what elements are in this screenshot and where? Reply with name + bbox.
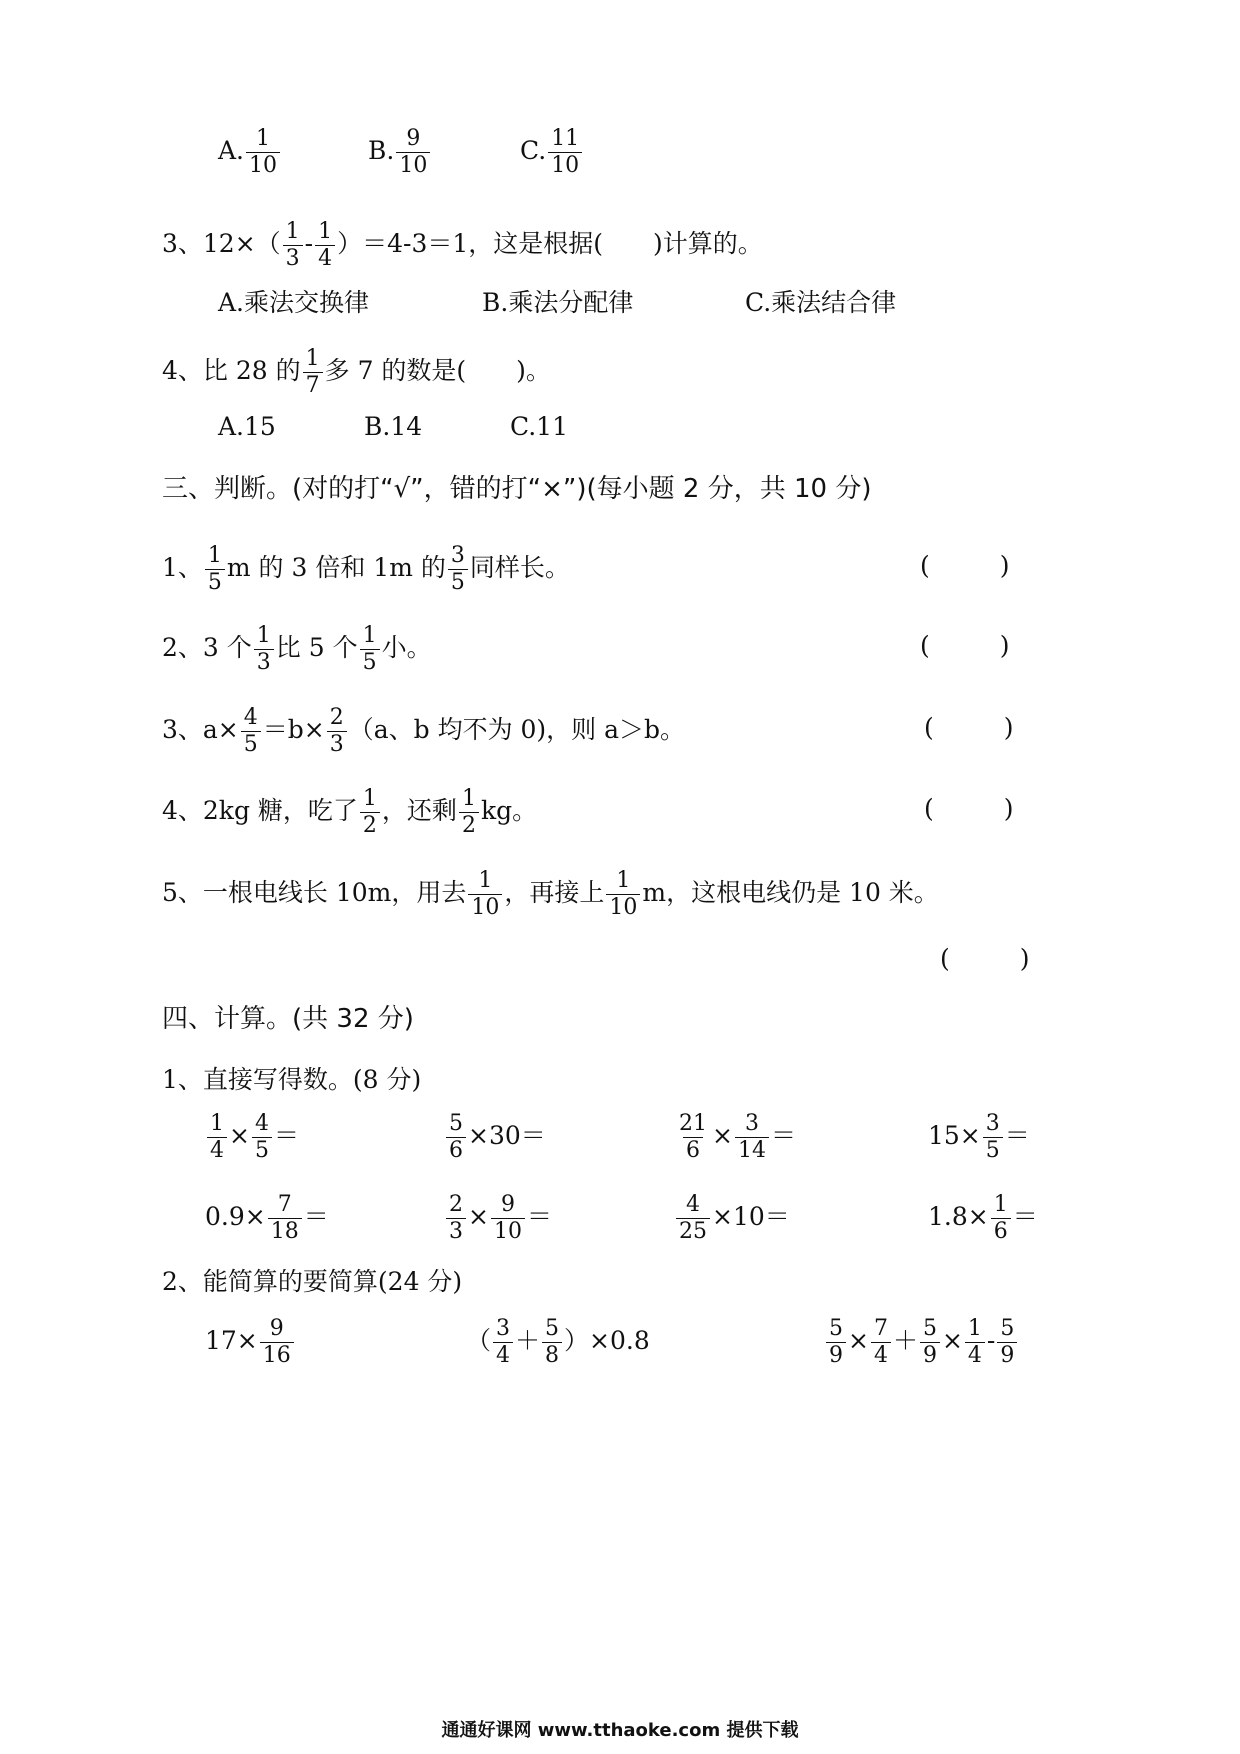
answer-paren-1: ( ) (920, 551, 1010, 580)
page-footer: 通通好课网 www.tthaoke.com 提供下载 (441, 1720, 799, 1741)
calc-r1c4: 15× $\frac{3}{5}$ ＝ (928, 1111, 1030, 1163)
q3-option-c: C.乘法结合律 (745, 288, 897, 317)
simplify-expr-2: （ $\frac{3}{4}$ ＋ $\frac{5}{8}$ ）×0.8 (466, 1316, 650, 1368)
calc-r2c2: $\frac{2}{3}$ × $\frac{9}{10}$ ＝ (444, 1194, 552, 1243)
calc-r1c2: $\frac{5}{6}$ ×30＝ (444, 1113, 546, 1162)
section-4-title: 四、计算。(共 32 分) (162, 1004, 414, 1034)
judge-item-4: 4、2kg 糖，吃了 $\frac{1}{2}$ ，还剩 $\frac{1}{2}$ kg。 (162, 786, 538, 838)
simplify-expr-3: $\frac{5}{9}$ × $\frac{7}{4}$ ＋ $\frac{5}{9}$ × $\frac{1}{4}$ - $\frac{5}{9}$ (824, 1318, 1019, 1367)
question-4: 4、比 28 的 $\frac{1}{7}$ 多 7 的数是( )。 (162, 346, 551, 398)
q2-option-b: B. $\frac{9}{10}$ (368, 128, 432, 177)
answer-paren-4: ( ) (924, 794, 1014, 823)
calc-r1c3: $\frac{21}{6}$ × $\frac{3}{14}$ ＝ (679, 1111, 796, 1163)
section-3-title: 三、判断。(对的打“√”，错的打“×”)(每小题 2 分，共 10 分) (162, 474, 872, 504)
calc-r2c4: 1.8× $\frac{1}{6}$ ＝ (928, 1192, 1038, 1244)
q2-option-a: A. $\frac{1}{10}$ (218, 128, 282, 177)
q4-option-b: B.14 (364, 412, 423, 441)
calc-r2c3: $\frac{4}{25}$ ×10＝ (674, 1194, 790, 1243)
answer-paren-2: ( ) (920, 631, 1010, 660)
q4-option-c: C.11 (510, 412, 568, 441)
simplify-expr-1: 17× $\frac{9}{16}$ (205, 1318, 296, 1367)
answer-paren-3: ( ) (924, 713, 1014, 742)
q3-option-b: B.乘法分配律 (482, 288, 634, 317)
q4-option-a: A.15 (218, 412, 276, 441)
sub-2-title: 2、能简算的要简算(24 分) (162, 1267, 463, 1296)
sub-1-title: 1、直接写得数。(8 分) (162, 1065, 422, 1094)
judge-item-2: 2、3 个 $\frac{1}{3}$ 比 5 个 $\frac{1}{5}$ 小。 (162, 623, 432, 675)
judge-item-5: 5、一根电线长 10m，用去 $\frac{1}{10}$ ，再接上 $\frac{1}{10}$ m，这根电线仍是 10 米。 (162, 868, 939, 920)
q3-option-a: A.乘法交换律 (218, 288, 370, 317)
question-3: 3、12×（ $\frac{1}{3}$ - $\frac{1}{4}$ ）＝4-3＝1，这是根据( )计算的。 (162, 219, 763, 271)
answer-paren-5: ( ) (940, 944, 1030, 973)
calc-r2c1: 0.9× $\frac{7}{18}$ ＝ (205, 1192, 329, 1244)
judge-item-1: 1、 $\frac{1}{5}$ m 的 3 倍和 1m 的 $\frac{3}{5}$ 同样长。 (162, 543, 570, 595)
judge-item-3: 3、a× $\frac{4}{5}$ ＝b× $\frac{2}{3}$ （a、b 均不为 0)，则 a＞b。 (162, 705, 686, 757)
calc-r1c1: $\frac{1}{4}$ × $\frac{4}{5}$ ＝ (205, 1113, 299, 1162)
q2-option-c: C. $\frac{11}{10}$ (520, 128, 584, 177)
